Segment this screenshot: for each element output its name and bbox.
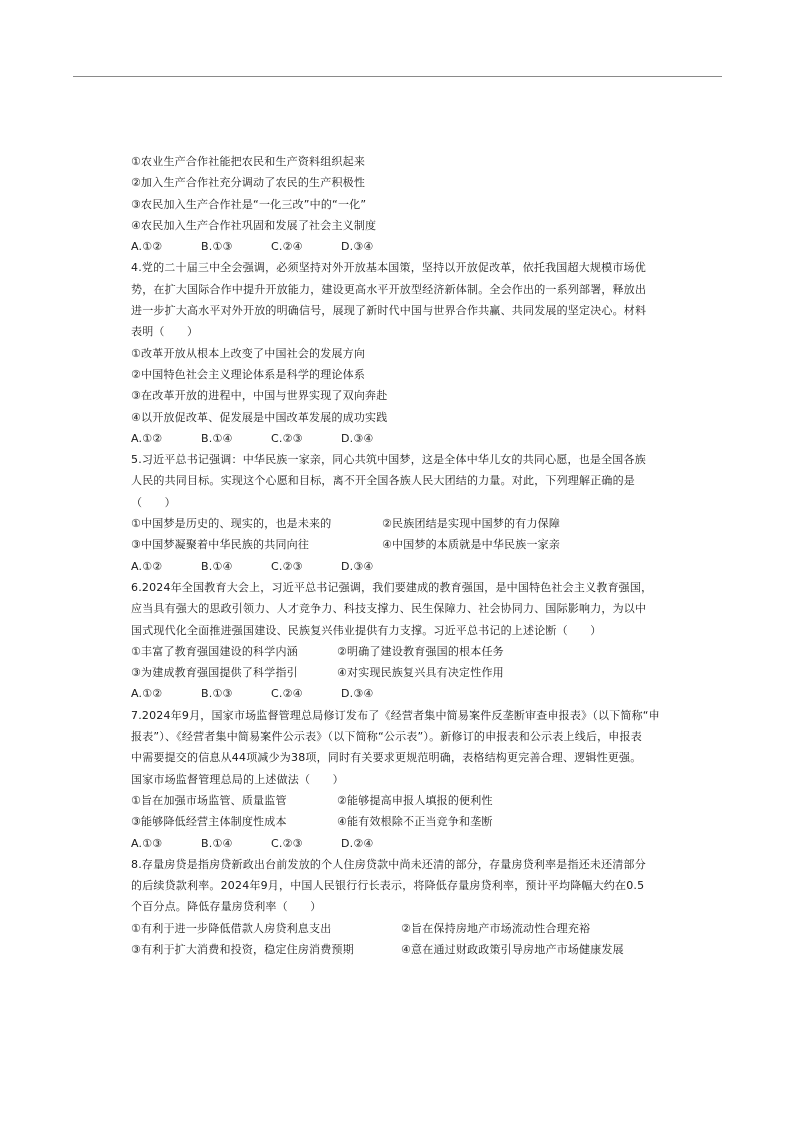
option-item: ③中国梦凝聚着中华民族的共同向往 [131,538,310,552]
question-8 [131,854,671,960]
answer-d: D.③④ [341,687,374,701]
question-stem: 进一步扩大高水平对外开放的明确信号，展现了新时代中国与世界合作共赢、共同发展的坚定决心。材料 [131,304,647,318]
option-item: ②中国特色社会主义理论体系是科学的理论体系 [131,367,366,381]
answer-b: B.①④ [201,431,233,445]
option-item: ②加入生产合作社充分调动了农民的生产积极性 [131,176,366,190]
question-stem: 5.习近平总书记强调：中华民族一家亲，同心共筑中国梦，这是全体中华儿女的共同心愿，也是全国各族 [131,453,646,467]
answer-a: A.①② [131,559,163,573]
option-row [131,918,671,939]
question-stem: 个百分点。降低存量房贷利率（ ） [131,900,322,914]
answer-b: B.①③ [201,240,233,254]
question-stem: 中需要提交的信息从44项减少为38项，同时有关要求更规范明确，表格结构更完善合理、逻辑性更强。 [131,751,642,765]
option-item: ①有利于进一步降低借款人房贷利息支出 [131,921,332,935]
option-item: ③在改革开放的进程中，中国与世界实现了双向奔赴 [131,389,388,403]
option-row [131,534,671,555]
option-item: ①改革开放从根本上改变了中国社会的发展方向 [131,346,366,360]
option-item: ①中国梦是历史的、现实的，也是未来的 [131,517,332,531]
option-item: ④能有效根除不正当竞争和垄断 [337,815,493,829]
option-item: ②明确了建设教育强国的根本任务 [337,644,504,658]
question-stem: 4.党的二十届三中全会强调，必须坚持对外开放基本国策，坚持以开放促改革，依托我国超大规模市场优 [131,261,646,275]
option-item: ②旨在保持房地产市场流动性合理充裕 [401,921,591,935]
answer-d: D.②④ [341,836,374,850]
answer-b: B.①④ [201,836,233,850]
question-stem: 的后续贷款利率。2024年9月，中国人民银行行长表示，将降低存量房贷利率，预计平均降幅大约在0.5 [131,879,645,893]
answer-choices [131,833,671,854]
answer-c: C.②④ [271,687,303,701]
question-stem: 7.2024年9月，国家市场监督管理总局修订发布了《经营者集中简易案件反垄断审查申报表》（以下简称“申 [131,708,660,722]
option-item: ④意在通过财政政策引导房地产市场健康发展 [401,942,624,956]
option-item: ④农民加入生产合作社巩固和发展了社会主义制度 [131,218,377,232]
answer-d: D.③④ [341,240,374,254]
question-stem: 势，在扩大国际合作中提升开放能力，建设更高水平开放型经济新体制。全会作出的一系列部署，释放出 [131,282,647,296]
header-rule [73,76,722,77]
option-row [131,662,671,683]
question-5 [131,449,671,577]
option-item: ③为建成教育强国提供了科学指引 [131,666,298,680]
exam-content [131,151,671,960]
answer-choices [131,556,671,577]
question-stem: 人民的共同目标。实现这个心愿和目标，离不开全国各族人民大团结的力量。对此，下列理解正确的是 [131,474,635,488]
answer-a: A.①② [131,687,163,701]
option-row [131,641,671,662]
question-3 [131,151,671,257]
option-item: ①丰富了教育强国建设的科学内涵 [131,644,298,658]
answer-c: C.②③ [271,836,303,850]
question-4 [131,257,671,449]
answer-c: C.②④ [271,240,303,254]
answer-choices [131,683,671,704]
question-stem: 6.2024年全国教育大会上，习近平总书记强调，我们要建成的教育强国，是中国特色社会主义教育强国， [131,580,653,594]
question-7 [131,705,671,854]
option-item: ④以开放促改革、促发展是中国改革发展的成功实践 [131,410,388,424]
answer-b: B.①④ [201,559,233,573]
answer-c: C.②③ [271,559,303,573]
question-stem: 国式现代化全面推进强国建设、民族复兴伟业提供有力支撑。习近平总书记的上述论断（ ） [131,623,602,637]
answer-b: B.①③ [201,687,233,701]
answer-a: A.①② [131,240,163,254]
answer-c: C.②③ [271,431,303,445]
answer-d: D.③④ [341,559,374,573]
option-item: ②民族团结是实现中国梦的有力保障 [382,517,561,531]
answer-a: A.①② [131,431,163,445]
option-item: ④中国梦的本质就是中华民族一家亲 [382,538,561,552]
option-item: ③有利于扩大消费和投资，稳定住房消费预期 [131,942,354,956]
option-item: ①旨在加强市场监管、质量监管 [131,793,287,807]
option-item: ③能够降低经营主体制度性成本 [131,815,287,829]
answer-a: A.①③ [131,836,163,850]
option-row [131,790,671,811]
answer-d: D.③④ [341,431,374,445]
question-6 [131,577,671,705]
answer-choices [131,236,671,257]
option-item: ④对实现民族复兴具有决定性作用 [337,666,504,680]
question-stem: 国家市场监督管理总局的上述做法（ ） [131,772,344,786]
option-item: ①农业生产合作社能把农民和生产资料组织起来 [131,155,366,168]
option-row [131,939,671,960]
question-stem: 8.存量房贷是指房贷新政出台前发放的个人住房贷款中尚未还清的部分，存量房贷利率是指还未还清部分 [131,857,646,871]
option-row [131,811,671,832]
question-stem: （ ） [131,495,176,509]
option-item: ③农民加入生产合作社是“一化三改”中的“一化” [131,197,367,211]
answer-choices [131,428,671,449]
question-stem: 应当具有强大的思政引领力、人才竞争力、科技支撑力、民生保障力、社会协同力、国际影响力，为以中 [131,602,647,616]
question-stem: 报表”）、《经营者集中简易案件公示表》（以下简称“公示表”）。新修订的申报表和公示表上线后，申报表 [131,730,642,744]
question-stem: 表明（ ） [131,325,199,339]
option-row [131,513,671,534]
option-item: ②能够提高申报人填报的便利性 [337,793,493,807]
